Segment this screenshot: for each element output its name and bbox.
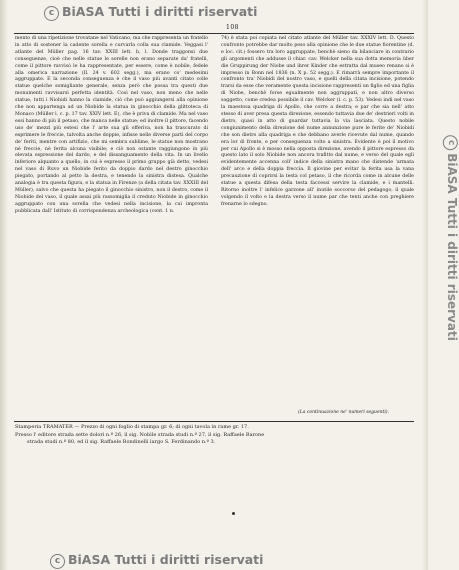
watermark-side — [443, 135, 459, 341]
continuation-note: (La continuazione ne' numeri seguenti). — [298, 410, 389, 415]
bottom-rule — [14, 421, 414, 422]
text-column-left — [15, 36, 208, 216]
text-column-right — [221, 36, 414, 209]
imprint — [15, 424, 415, 447]
watermark-bottom-text: BiASA Tutti i diritti riservati — [68, 552, 264, 567]
paragraph-right: 74) è stata poi copiata nel citato atlante del Müller tav. XXXIV lett. D. Questo confronto potrebbe dar molto peso alla opinione che le due statue fiorentine (d, e loc. cit.) fossero tra loro aggruppate, benchè sieno da bilanciare in contrario gli argomenti che addusse il chiar. cav. Welcker nella sua dotta memoria über die Gruppirung der Niobe und ihrer Kinder che estratta dal museo renano si è impresso in Bonn nel 1836 (n. X p. 52 segg.). E rimarrà sempre importante il confronto tra' Niobidi del nostro vaso, e quelli della citata incisione, potendo trarsi da esse che veramente questa incisione rappresenti un figlio ed una figlia di Niobe, benchè forse egualmente non aggruppati, e non altro diverso soggetto, come credea possibile il cav. Welcker (l. c. p. 53). Vedesi indi nel vaso la maestosa quadriga di Apollo, che corre a destra; e par che sia nell' atto stesso di aver presa questa direzione, essendo tuttavia due de' destrieri volti in dietro, quasi in atto di guardar tuttavia la via lasciata. Questo nobile congiunimento della direzione del nume annunzione pure le ferite de' Niobidi che son dietro alla quadriga e che debbano averle ricevute dal nume, quando era lor di fronte, e per conseguenza volto a sinistra. Evidente è poi il motivo per cui Apollo si è mosso nella opposta direzione, avendo il pittore espresso da questo lato il solo Niobide non ancora trafitto dal nume, e verso del quale egli evidentemente accenna coll' indice della sinistra mano che distende 'armata dell' arco e della doppia freccia. Il giovine per evitar la ferita usa la vana precauzione di coprirsi la testa col petaso, il che ricorda come in alcune delle statue a questa difesa della testa faccessi servire la clamide, e i mantelli. Ritorno inoltre l' infelice garzone all' inutile soccorso del pedagogo, il quale volgendo il volto e la destra verso il nume par che tenti anche con preghiere frenarne lo sdegno. — [221, 36, 414, 207]
page-edge-left — [0, 0, 8, 570]
ink-speck — [232, 512, 235, 515]
copyright-icon: c — [44, 6, 59, 21]
watermark-top-text: BiASA Tutti i diritti riservati — [62, 4, 258, 19]
imprint-line: strada studi n.º 80, ed il sig. Raffaele Bondinelli largo S. Ferdinando n.º 3. — [27, 439, 216, 445]
copyright-icon: c — [50, 554, 65, 569]
copyright-icon: c — [443, 135, 458, 150]
page-number: 108 — [226, 24, 239, 31]
top-rule — [14, 33, 414, 34]
watermark-side-text: BiASA Tutti i diritti riservati — [445, 153, 459, 341]
page-edge-right — [422, 0, 428, 570]
imprint-line: Stamperia TRAMATER — Prezzo di ogni foglio di stampa gr. 6; di ogni tavola in rame gr. 17. — [15, 424, 249, 430]
imprint-line: Presso l' editore strada sette dolori n.º 26, il sig. Nobile strada studi n.º 27, il sig. Raffaele Barone — [15, 431, 265, 438]
watermark-bottom — [50, 552, 263, 569]
paragraph-left: mento di una ripetizione trovatane nel Vaticano, ma che rappresenta un fratello in atto di sostener la cadente sorella e curvarla colla sua clamide. Veggasi l' atlante del Müller pag. 16 tav. XXIII lett. b, l. Donde traggonsi due conseguenze, cioè che nelle statue le sorelle non erano separate da' fratelli, come il pittore ravvisò le ha rappresentate, per essere, come è nobile, fedele alla omerica narrazione (Il. 24 v. 602 segg.), ma erano co' medesimi aggruppate. E la seconda conseguenza è che il vaso più avanti citato colle statue quelche somigliante generale, senza però che possa tra questi due monumenti ravvisarsi perfetta identità. Così nel vaso, non meno che nelle statue, tutti i Niobidi hanno la clamide, ciò che può aggiungersi alla opinione che non appartenga ad un Niobide la statua in ginocchio della glittoteca di Monaco (Müller l. c. p. 17 tav. XXIV lett. E), che è priva di clamide. Ma nel vaso essi hanno di più il petaso, che manca nelle statue; ed inoltre il pittore, facendo uso de' mezzi più estesi che l' arte sua gli offeriva, non ha trascurato di esprimere le freccie, talvolta anche doppie, infisse nelle diverse parti del corpo de' feriti, mentre con artifizio, che mi sembra sublime, le statue non mostrano nè freccie, nè ferita alcuna visibile; e ciò non ostante raggiungono in più elevata espressione del dardo, e del dissanguamento della vita. In un livello inferiore alquanto a quello, in cui è espresso il primo gruppo già detto, vedesi nel vaso di Ruvo un Niobide ferito da doppio dardo nel destro ginocchio piegato, portando al petto la destra, e tenendo la sinistra distesa. Qualche analogia è tra questa figura, e la statua in Firenze (a della citata tav. XXXIII del Müller), salvo che questa ha piegato il ginocchio sinistro, non il destro, come il Niobide del vaso, il quale assai più rassomiglia il creduto Niobide in ginocchio aggruppato con una sorella che vedesi nella incisione, la cui impronta pubblicata dall' Istituto di corrispondenza archeologica (cent. 1 n. — [15, 36, 208, 214]
watermark-top — [44, 4, 257, 21]
